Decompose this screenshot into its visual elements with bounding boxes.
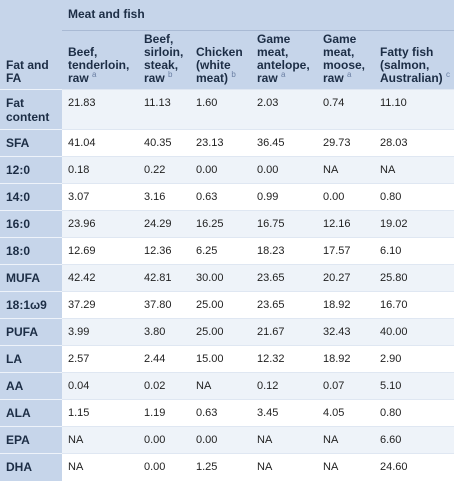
- row-label: EPA: [0, 427, 62, 454]
- table-cell: 2.44: [138, 346, 190, 373]
- table-cell: 15.00: [190, 346, 251, 373]
- column-header: [62, 31, 138, 90]
- row-label: 18:0: [0, 238, 62, 265]
- table-cell: 0.07: [317, 373, 374, 400]
- table-cell: 30.00: [190, 265, 251, 292]
- row-label: 12:0: [0, 157, 62, 184]
- table-cell: 11.13: [138, 90, 190, 130]
- table-cell: 21.67: [251, 319, 317, 346]
- table-cell: 23.96: [62, 211, 138, 238]
- table-cell: 6.60: [374, 427, 454, 454]
- table-cell: 0.12: [251, 373, 317, 400]
- table-row: [0, 427, 454, 454]
- table-cell: NA: [190, 373, 251, 400]
- table-header: [0, 0, 454, 90]
- table-cell: 1.19: [138, 400, 190, 427]
- table-cell: 24.29: [138, 211, 190, 238]
- table-cell: 2.03: [251, 90, 317, 130]
- table-cell: 42.42: [62, 265, 138, 292]
- column-header-label: Fatty fish (salmon, Australian): [380, 45, 443, 85]
- table-cell: 18.92: [317, 292, 374, 319]
- table-cell: 18.92: [317, 346, 374, 373]
- table-cell: 0.18: [62, 157, 138, 184]
- table-cell: NA: [374, 157, 454, 184]
- table-cell: 1.25: [190, 454, 251, 481]
- table-cell: 12.69: [62, 238, 138, 265]
- table-row: [0, 238, 454, 265]
- table-cell: 3.99: [62, 319, 138, 346]
- row-label: 16:0: [0, 211, 62, 238]
- table-cell: 40.00: [374, 319, 454, 346]
- table-cell: 32.43: [317, 319, 374, 346]
- table-cell: 6.25: [190, 238, 251, 265]
- table-cell: 12.36: [138, 238, 190, 265]
- table-cell: 0.00: [138, 454, 190, 481]
- column-header-label: Game meat, moose, raw: [323, 32, 366, 85]
- table-row: [0, 130, 454, 157]
- table-cell: 23.13: [190, 130, 251, 157]
- table-cell: 21.83: [62, 90, 138, 130]
- table-cell: 0.00: [138, 427, 190, 454]
- table-cell: NA: [317, 157, 374, 184]
- table-row: [0, 157, 454, 184]
- table-cell: 0.00: [251, 157, 317, 184]
- column-header: [374, 31, 454, 90]
- footnote-marker: b: [168, 70, 173, 79]
- table-cell: NA: [251, 427, 317, 454]
- table-cell: 42.81: [138, 265, 190, 292]
- table-cell: 23.65: [251, 265, 317, 292]
- table-row: [0, 346, 454, 373]
- footnote-marker: c: [446, 70, 451, 79]
- table-row: [0, 400, 454, 427]
- row-label: 14:0: [0, 184, 62, 211]
- table-cell: 16.25: [190, 211, 251, 238]
- column-header: [138, 31, 190, 90]
- column-header: [190, 31, 251, 90]
- row-label: MUFA: [0, 265, 62, 292]
- table-cell: NA: [62, 427, 138, 454]
- table-row: [0, 184, 454, 211]
- column-header-label: Beef, tenderloin, raw: [68, 45, 130, 85]
- table-cell: 3.45: [251, 400, 317, 427]
- row-label: SFA: [0, 130, 62, 157]
- table-cell: 12.32: [251, 346, 317, 373]
- table-cell: 1.15: [62, 400, 138, 427]
- row-header-label: Fat and FA: [0, 31, 62, 90]
- table-cell: 2.57: [62, 346, 138, 373]
- header-corner: [0, 0, 62, 31]
- table-cell: 3.16: [138, 184, 190, 211]
- table-cell: 29.73: [317, 130, 374, 157]
- row-label: AA: [0, 373, 62, 400]
- table-cell: 36.45: [251, 130, 317, 157]
- table-cell: 11.10: [374, 90, 454, 130]
- table-cell: 37.29: [62, 292, 138, 319]
- table-cell: NA: [62, 454, 138, 481]
- table-cell: 12.16: [317, 211, 374, 238]
- table-cell: 25.80: [374, 265, 454, 292]
- table-cell: 17.57: [317, 238, 374, 265]
- table-cell: 37.80: [138, 292, 190, 319]
- table-cell: 0.99: [251, 184, 317, 211]
- table-cell: 2.90: [374, 346, 454, 373]
- row-label: PUFA: [0, 319, 62, 346]
- column-header-label: Beef, sirloin, steak, raw: [144, 32, 184, 85]
- table-cell: 0.02: [138, 373, 190, 400]
- table-cell: 0.00: [190, 157, 251, 184]
- table-cell: 0.63: [190, 400, 251, 427]
- table-row: [0, 454, 454, 481]
- table-cell: 20.27: [317, 265, 374, 292]
- table-row: [0, 373, 454, 400]
- table-cell: 3.07: [62, 184, 138, 211]
- table-cell: 0.63: [190, 184, 251, 211]
- table-cell: 3.80: [138, 319, 190, 346]
- table-cell: 16.75: [251, 211, 317, 238]
- table-body: [0, 90, 454, 481]
- footnote-marker: b: [231, 70, 236, 79]
- table-row: [0, 211, 454, 238]
- footnote-marker: a: [281, 70, 286, 79]
- table-cell: 16.70: [374, 292, 454, 319]
- column-header-label: Game meat, antelope, raw: [257, 32, 310, 85]
- table-cell: 0.00: [190, 427, 251, 454]
- table-cell: 23.65: [251, 292, 317, 319]
- table-cell: 5.10: [374, 373, 454, 400]
- table-cell: 1.60: [190, 90, 251, 130]
- table-cell: 6.10: [374, 238, 454, 265]
- table-row: [0, 292, 454, 319]
- table-cell: 19.02: [374, 211, 454, 238]
- table-cell: 0.22: [138, 157, 190, 184]
- row-label: LA: [0, 346, 62, 373]
- table-cell: 25.00: [190, 319, 251, 346]
- table-cell: 0.00: [317, 184, 374, 211]
- table-cell: 18.23: [251, 238, 317, 265]
- table-cell: NA: [251, 454, 317, 481]
- row-label: DHA: [0, 454, 62, 481]
- footnote-marker: a: [347, 70, 352, 79]
- table-row: [0, 265, 454, 292]
- table-cell: 0.04: [62, 373, 138, 400]
- column-header: [317, 31, 374, 90]
- table-cell: 4.05: [317, 400, 374, 427]
- row-label: Fat content: [0, 90, 62, 130]
- table-cell: 0.80: [374, 400, 454, 427]
- column-header: [251, 31, 317, 90]
- table-row: [0, 90, 454, 130]
- row-label: ALA: [0, 400, 62, 427]
- table-cell: 25.00: [190, 292, 251, 319]
- table-cell: 40.35: [138, 130, 190, 157]
- table-cell: 28.03: [374, 130, 454, 157]
- table-cell: 24.60: [374, 454, 454, 481]
- table-cell: 41.04: [62, 130, 138, 157]
- table-cell: NA: [317, 454, 374, 481]
- column-header-label: Chicken (white meat): [196, 45, 243, 85]
- table-cell: NA: [317, 427, 374, 454]
- table-row: [0, 319, 454, 346]
- row-label: 18:1ω9: [0, 292, 62, 319]
- table-cell: 0.74: [317, 90, 374, 130]
- table-cell: 0.80: [374, 184, 454, 211]
- footnote-marker: a: [92, 70, 97, 79]
- group-header-meat-and-fish: Meat and fish: [62, 0, 454, 31]
